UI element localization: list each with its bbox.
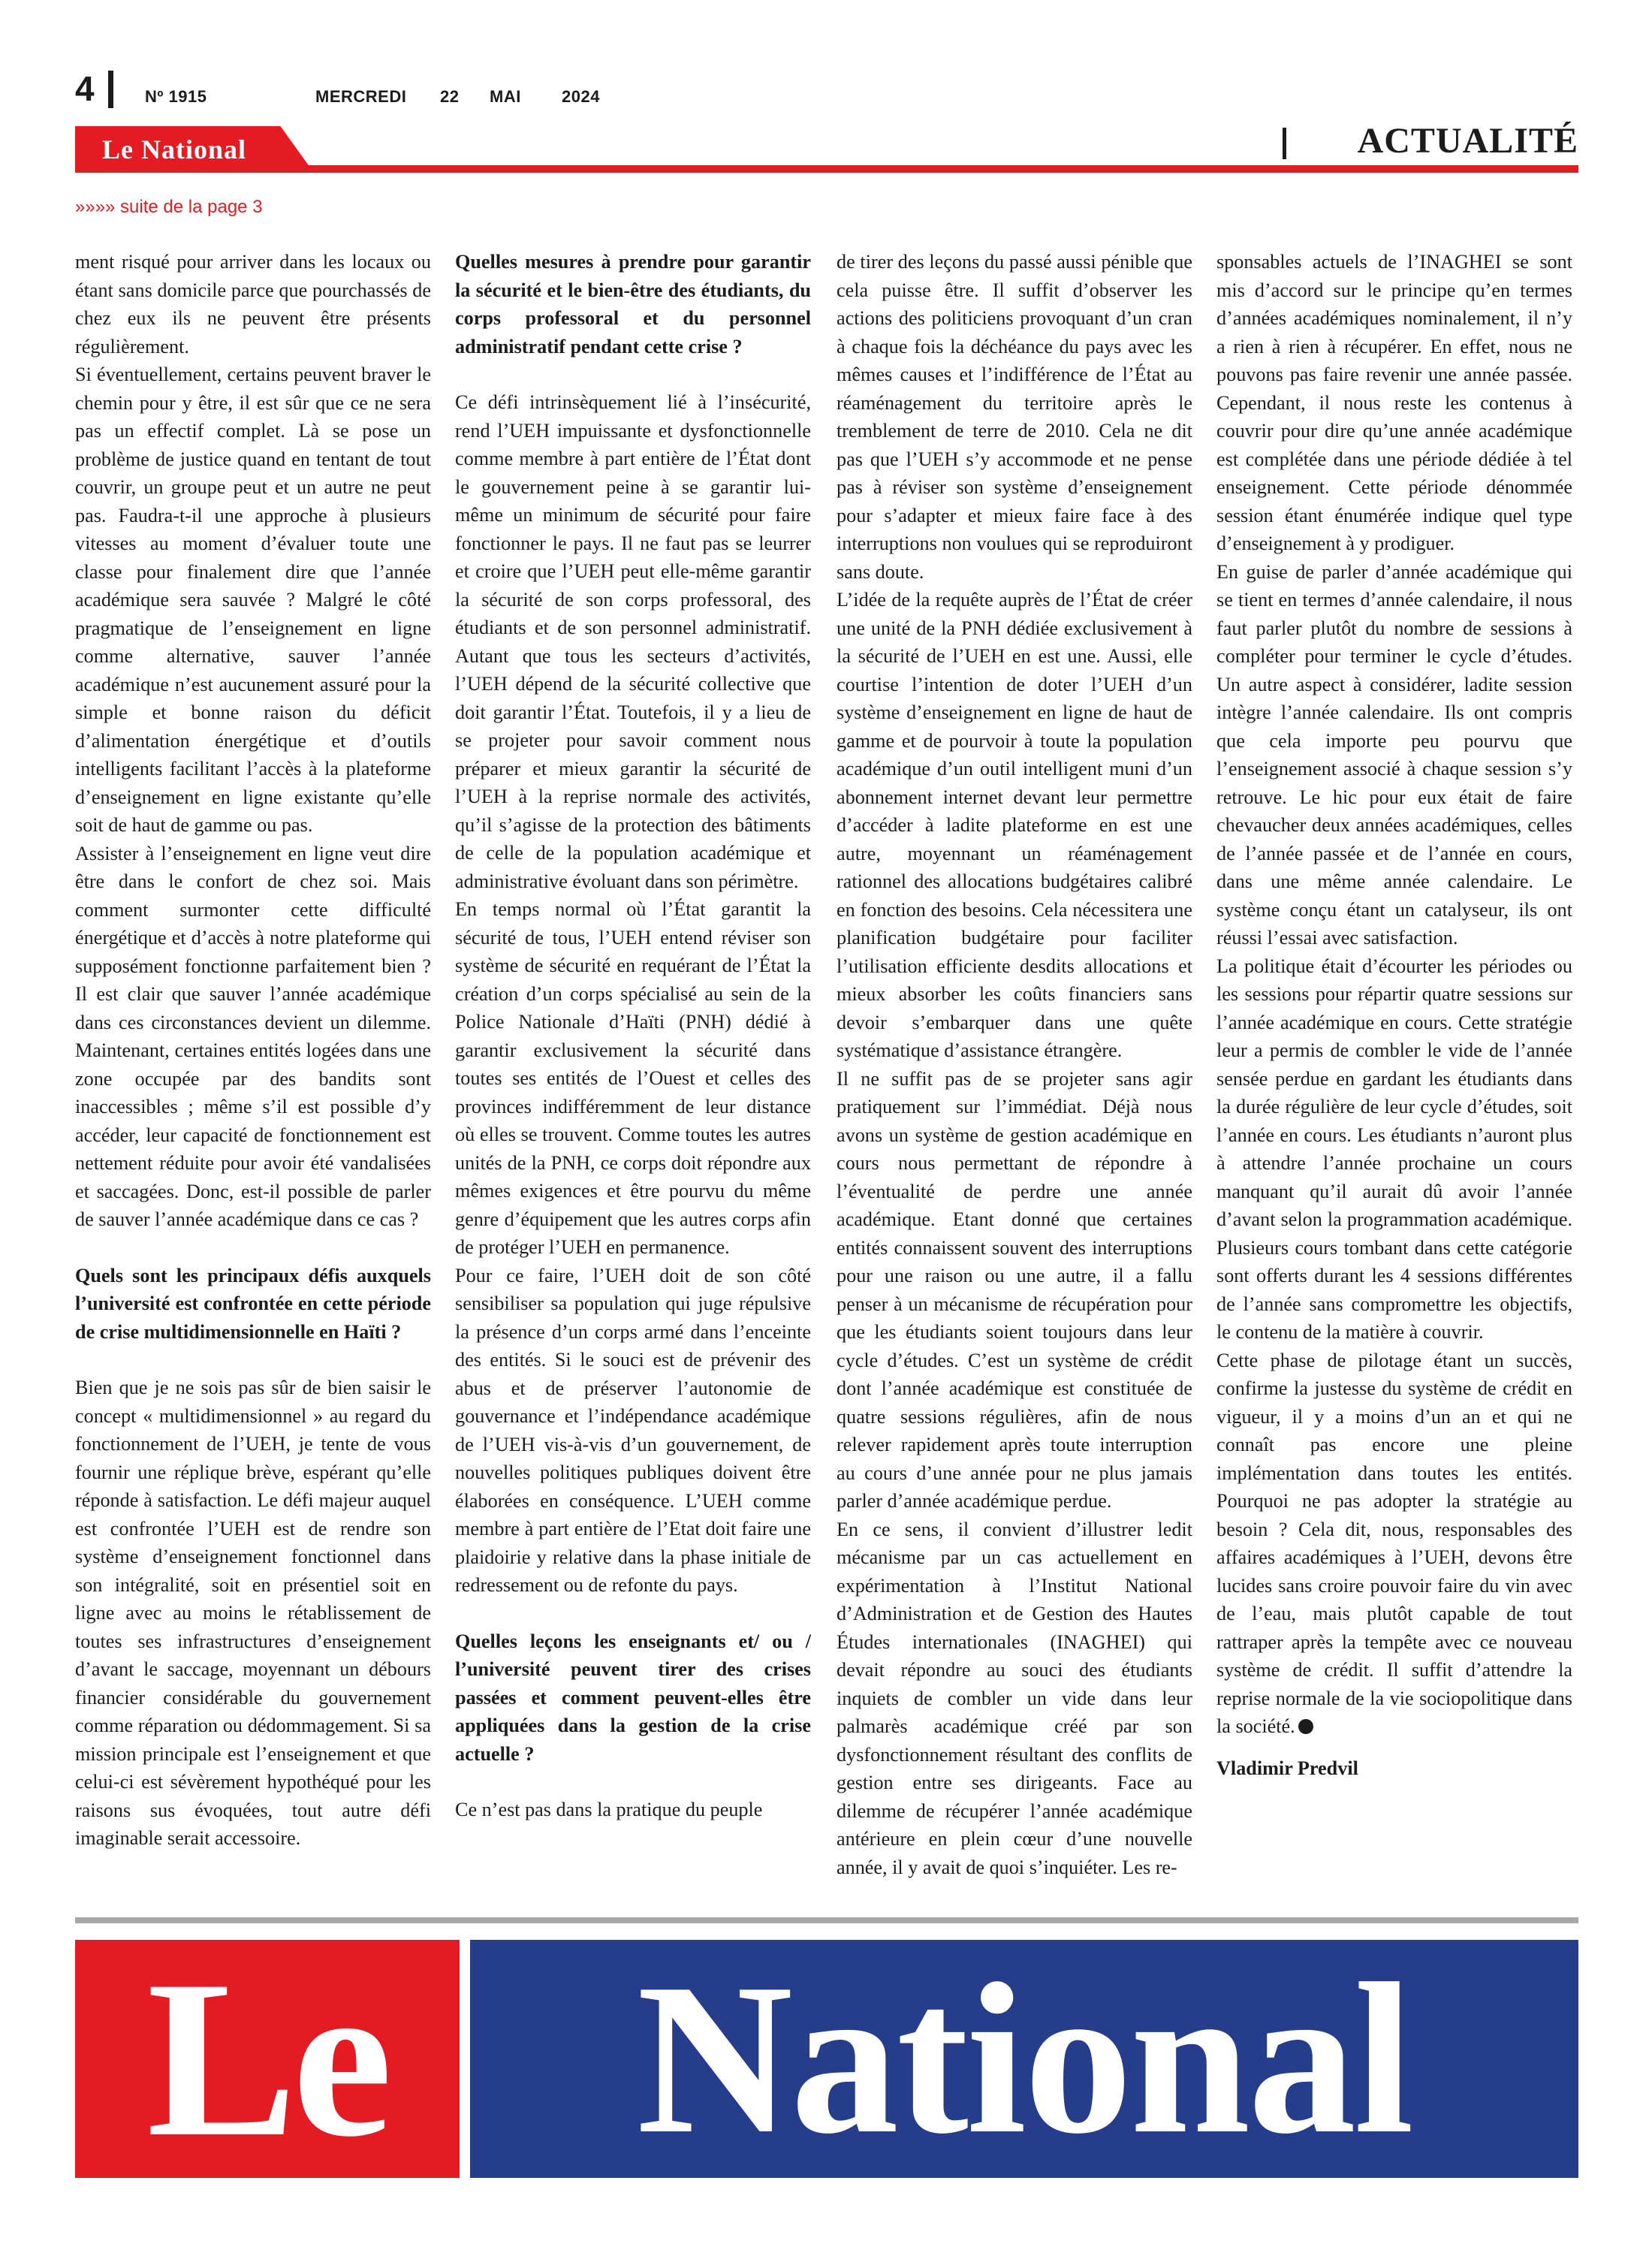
- article-column-3: [837, 248, 1192, 1908]
- body-paragraph: [1216, 248, 1572, 558]
- body-paragraph: [455, 895, 811, 1262]
- logo-le-text: Le: [146, 1934, 388, 2183]
- footer-gray-rule: [75, 1917, 1578, 1923]
- paragraph-text: En temps normal où l’État garantit la sécurité de tous, l’UEH entend réviser son système de sécurité en requérant de l’État la création d’un corps spécialisé au sein de la Police Nationale d’Haïti (PNH) dédié à garantir exclusivement la sécurité dans toutes ses entités de l’Ouest et celles des provinces indifféremment de leur distance où elles se trouvent. Comme toutes les autres unités de la PNH, ce corps doit répondre aux mêmes exigences et être pourvu du même genre d’équipement que les autres corps afin de protéger l’UEH en permanence.: [455, 898, 811, 1258]
- body-paragraph: [75, 840, 431, 1234]
- body-paragraph: [75, 248, 431, 360]
- date-year: 2024: [562, 87, 600, 106]
- paragraph-text: Cette phase de pilotage étant un succès, confirme la justesse du système de crédit en vigueur, il y a moins d’un an et qui ne connaît pas encore une pleine implémentation dans toutes les entités. Pourquoi ne pas adopter la stratégie au besoin ? Cela dit, nous, responsables des affaires académiques à l’UEH, devons être lucides sans croire pouvoir faire du vin avec de l’eau, mais plutôt capable de tout rattraper après la tempête avec ce nouveau système de crédit. Il suffit d’attendre la reprise normale de la vie sociopolitique dans la société.: [1216, 1349, 1572, 1737]
- paragraph-text: Bien que je ne sois pas sûr de bien saisir le concept « multidimensionnel » au regard du fonctionnement de l’UEH, je tente de vous fournir une réplique brève, espérant qu’elle réponde à satisfaction. Le défi majeur auquel est confrontée l’UEH est de rendre son système d’enseignement fonctionnel dans son intégralité, soit en présentiel soit en ligne avec au moins le rétablissement de toutes ses infrastructures d’enseignement d’avant le saccage, moyennant un débours financier considérable du gouvernement comme réparation ou dédommagement. Si sa mission principale est l’enseignement et que celui-ci est sévèrement hypothéqué pour les raisons sus évoquées, tout autre défi imaginable serait accessoire.: [75, 1377, 431, 1849]
- end-mark-icon: [1298, 1719, 1313, 1734]
- author-name: Vladimir Predvil: [1216, 1757, 1358, 1779]
- paragraph-text: ment risqué pour arriver dans les locaux ou étant sans domicile parce que pourchassés de chez eux ils ne peuvent être présents régulièrement.: [75, 251, 431, 357]
- body-paragraph: [837, 1065, 1192, 1516]
- logo-national-text: National: [636, 1939, 1412, 2179]
- date-day: 22: [440, 87, 460, 106]
- body-paragraph: [455, 388, 811, 895]
- paragraph-text: Il ne suffit pas de se projeter sans agir pratiquement sur l’immédiat. Déjà nous avons un système de gestion académique en cours nous permettant de répondre à l’éventualité de perdre une année académique. Etant donné que certaines entités connaissent souvent des interruptions pour une raison ou une autre, il a fallu penser à un mécanisme de récupération pour que les étudiants soient toujours dans leur cycle d’études. C’est un système de crédit dont l’année académique est constituée de quatre sessions régulières, afin de nous relever rapidement après toute interruption au cours d’une année pour ne plus jamais parler d’année académique perdue.: [837, 1067, 1192, 1512]
- paragraph-text: Assister à l’enseignement en ligne veut dire être dans le confort de chez soi. Mais comment surmonter cette difficulté énergétique et d’accès à notre plateforme qui supposément fonctionne parfaitement bien ? Il est clair que sauver l’année académique dans ces circonstances devient un dilemme. Maintenant, certaines entités logées dans une zone occupée par des bandits sont inaccessibles ; même s’il est possible d’y accéder, leur capacité de fonctionnement est nettement réduite pour avoir été vandalisées et saccagées. Donc, est-il possible de parler de sauver l’année académique dans ce cas ?: [75, 842, 431, 1230]
- article-column-1: [75, 248, 431, 1908]
- paragraph-text: Ce n’est pas dans la pratique du peuple: [455, 1799, 763, 1820]
- page-number: 4: [75, 69, 95, 108]
- body-paragraph: [75, 360, 431, 840]
- paragraph-text: L’idée de la requête auprès de l’État de créer une unité de la PNH dédiée exclusivement à la sécurité de l’UEH en est une. Aussi, elle courtise l’intention de doter l’UEH d’un système d’enseignement en ligne de haut de gamme et de pourvoir à toute la population académique d’un outil intelligent muni d’un abonnement internet devant leur permettre d’accéder à ladite plateforme en est une autre, moyennant un réaménagement rationnel des allocations budgétaires calibré en fonction des besoins. Cela nécessitera une planification budgétaire pour faciliter l’utilisation efficiente desdits allocations et mieux absorber les coûts financiers sans devoir s’embarquer dans une quête systématique d’assistance étrangère.: [837, 589, 1192, 1061]
- date-month: MAI: [490, 87, 521, 106]
- interview-question: [455, 1627, 811, 1769]
- paragraph-text: Si éventuellement, certains peuvent braver le chemin pour y être, il est sûr que ce ne sera pas un effectif complet. Là se pose un problème de justice quand en tentant de tout couvrir, un groupe peut et un autre ne peut pas. Faudra-t-il une approche à plusieurs vitesses au moment d’évaluer toute une classe pour finalement dire que l’année académique sera sauvée ? Malgré le côté pragmatique de l’enseignement en ligne comme alternative, sauver l’année académique n’est aucunement assuré pour la simple et bonne raison du déficit d’alimentation énergétique et d’outils intelligents facilitant l’accès à la plateforme d’enseignement en ligne existante qu’elle soit de haut de gamme ou pas.: [75, 363, 431, 836]
- paragraph-text: La politique était d’écourter les périodes ou les sessions pour répartir quatre sessions sur l’année académique en cours. Cette stratégie leur a permis de combler le vide de l’année sensée perdue en gardant les étudiants dans la durée régulière de leur cycle d’études, soit l’année en cours. Les étudiants n’auront plus à attendre l’année prochaine un cours manquant qu’il aurait dû avoir l’année d’avant selon la programmation académique. Plusieurs cours tombant dans cette catégorie sont offerts durant les 4 sessions différentes de l’année sans compromettre les objectifs, le contenu de la matière à couvrir.: [1216, 955, 1572, 1343]
- body-paragraph: [455, 1796, 811, 1824]
- paragraph-text: de tirer des leçons du passé aussi pénible que cela puisse être. Il suffit d’observer les actions des politiciens provoquant d’un cran à chaque fois la déchéance du pays avec les mêmes causes et l’indifférence de l’État au réaménagement du territoire après le tremblement de terre de 2010. Cela ne dit pas que l’UEH s’y accommode et ne pense pas à réviser son système d’enseignement pour s’adapter et mieux faire face à des interruptions non voulues qui se reproduiront sans doute.: [837, 251, 1192, 583]
- body-paragraph: [1216, 1347, 1572, 1741]
- paragraph-text: sponsables actuels de l’INAGHEI se sont mis d’accord sur le principe qu’en termes d’années académiques nominalement, il n’y a rien à rien à récupérer. En effet, nous ne pouvons pas faire revenir une année passée. Cependant, il nous reste les contenus à couvrir pour dire qu’une année académique est complétée dans une période dédiée à tel enseignement. Cette période dénommée session étant énumérée indique quel type d’enseignement à y prodiguer.: [1216, 251, 1572, 554]
- paragraph-text: En guise de parler d’année académique qui se tient en termes d’année calendaire, il nous faut parler plutôt du nombre de sessions à compléter pour terminer le cycle d’études. Un autre aspect à considérer, ladite session intègre l’année calendaire. Ils ont compris que cela importe peu pourvu que l’enseignement associé à chaque session s’y retrouve. Le hic pour eux était de faire chevaucher deux années académiques, celles de l’année passée et de l’année en cours, dans une même année calendaire. Le système conçu étant un catalyseur, ils ont réussi l’essai avec satisfaction.: [1216, 560, 1572, 949]
- paragraph-text: En ce sens, il convient d’illustrer ledit mécanisme par un cas actuellement en expérimentation à l’Institut National d’Administration et de Gestion des Hautes Études internationales (INAGHEI) qui devait répondre au souci des étudiants inquiets de combler un vide dans leur palmarès académique créé par son dysfonctionnement résultant des conflits de gestion entre ses dirigeants. Face au dilemme de récupérer l’année académique antérieure en plein cœur d’une nouvelle année, il y avait de quoi s’inquiéter. Les re-: [837, 1518, 1192, 1878]
- body-paragraph: [837, 1516, 1192, 1882]
- issue-number: Nº 1915: [145, 87, 207, 106]
- body-paragraph: [1216, 952, 1572, 1347]
- body-paragraph: [837, 586, 1192, 1065]
- article-column-2: [455, 248, 811, 1908]
- header-red-rule: [75, 165, 1578, 173]
- section-title: ACTUALITÉ: [1357, 121, 1578, 161]
- continued-from-note: »»»» suite de la page 3: [75, 197, 263, 217]
- body-paragraph: [75, 1374, 431, 1853]
- body-paragraph: [1216, 558, 1572, 952]
- section-divider: [1283, 128, 1286, 159]
- paragraph-text: Pour ce faire, l’UEH doit de son côté sensibiliser sa population qui juge répulsive la présence d’un corps armé dans l’enceinte des entités. Si le souci est de prévenir des abus et de préserver l’autonomie de gouvernance et l’indépendance académique de l’UEH vis-à-vis d’un gouvernement, de nouvelles politiques publiques doivent être élaborées en conséquence. L’UEH comme membre à part entière de l’Etat doit faire une plaidoirie y relative dans la phase initiale de redressement ou de refonte du pays.: [455, 1264, 811, 1596]
- masthead-tab-label: Le National: [102, 134, 247, 164]
- question-text: Quels sont les principaux défis auxquels l’université est confrontée en cette période de crise multidimensionnelle en Haïti ?: [75, 1264, 431, 1343]
- paragraph-text: Ce défi intrinsèquement lié à l’insécurité, rend l’UEH impuissante et dysfonctionnelle comme membre à part entière de l’État dont le gouvernement peine à se garantir lui-même un minimum de sécurité pour faire fonctionner le pays. Il ne faut pas se leurrer et croire que l’UEH peut elle-même garantir la sécurité de son corps professoral, des étudiants et de son personnel administratif. Autant que tous les secteurs d’activités, l’UEH dépend de la sécurité collective que doit garantir l’État. Toutefois, il y a lieu de se projeter pour savoir comment nous préparer et mieux garantir la sécurité de l’UEH à la reprise normale des activités, qu’il s’agisse de la protection des bâtiments de celle de la population académique et administrative évoluant dans son périmètre.: [455, 391, 811, 892]
- article-column-4: [1216, 248, 1572, 1908]
- body-paragraph: [837, 248, 1192, 586]
- question-text: Quelles mesures à prendre pour garantir la sécurité et le bien-être des étudiants, du corps professoral et du personnel administratif pendant cette crise ?: [455, 251, 811, 357]
- question-text: Quelles leçons les enseignants et/ ou / l’université peuvent tirer des crises passées et comment peuvent-elles être appliquées dans la gestion de la crise actuelle ?: [455, 1630, 811, 1765]
- interview-question: [75, 1262, 431, 1347]
- interview-question: [455, 248, 811, 360]
- body-paragraph: [455, 1262, 811, 1600]
- date-weekday: MERCREDI: [315, 87, 407, 106]
- author-byline: [1216, 1754, 1572, 1783]
- page-number-divider: [108, 71, 113, 108]
